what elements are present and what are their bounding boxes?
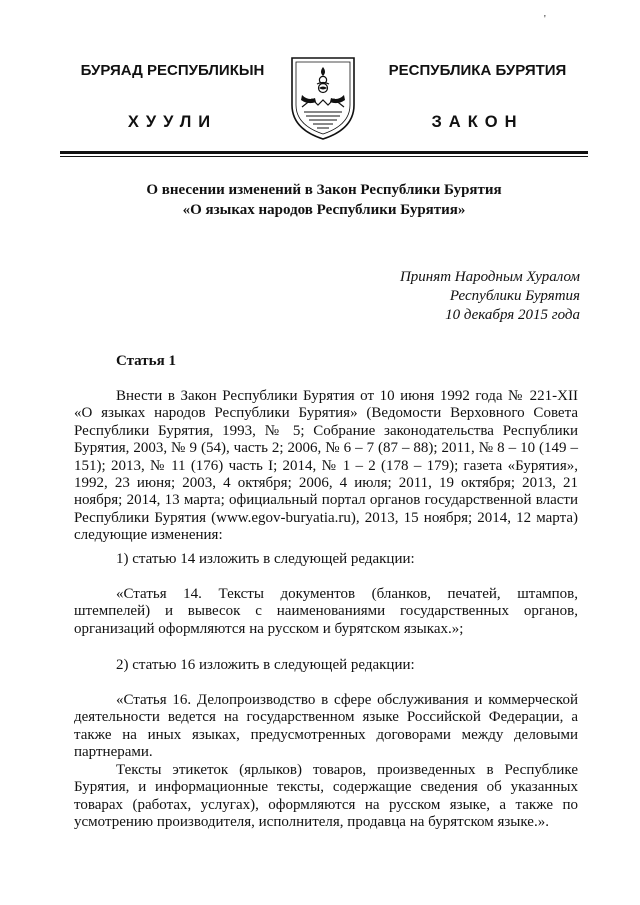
header-left-name: БУРЯАД РЕСПУБЛИКЫН: [80, 62, 265, 79]
law-title-line-1: О внесении изменений в Закон Республики Бурятия: [146, 182, 502, 198]
law-title: [60, 180, 588, 220]
header-rule-thin: [60, 156, 588, 157]
article-heading: Статья 1: [116, 353, 176, 369]
body-paragraph-amendments: Внести в Закон Республики Бурятия от 10 июня 1992 года № 221-XII «О языках народов Республики Бурятия» (Ведомости Верховного Совета Республики Бурятия, 1993, № 5; Собрание законодательства Республики Бурятия, 2003, № 9 (54), часть 2; 2006, № 6 – 7 (87 – 88); 2011, № 8 – 10 (149 – 151); 2013, № 11 (176) часть I; 2014, № 1 – 2 (178 – 179); газета «Бурятия», 1992, 23 июня; 2003, 4 октября; 2006, 4 июля; 2011, 19 октября; 2013, 21 ноября; 2014, 13 марта; официальный портал органов государственной власти Республики Бурятия (www.egov-buryatia.ru), 2013, 15 ноября; 2014, 12 марта) следующие изменения:: [74, 388, 578, 544]
header-right-name: РЕСПУБЛИКА БУРЯТИЯ: [388, 62, 567, 79]
body-paragraph-labels: Тексты этикеток (ярлыков) товаров, произведенных в Республике Бурятия, и информационные тексты, содержащие сведения об указанных товарах (работах, услугах), оформляются на русском языке, а также по усмотрению производителя, исполнителя, продавца на бурятском языке.».: [74, 762, 578, 831]
coat-of-arms-emblem: [288, 55, 358, 141]
body-paragraph-item-2: 2) статью 16 изложить в следующей редакции:: [116, 657, 415, 673]
header-rule-thick: [60, 151, 588, 154]
adoption-date: 10 декабря 2015 года: [445, 307, 580, 323]
corner-mark: ': [544, 14, 546, 25]
body-paragraph-item-1: 1) статью 14 изложить в следующей редакции:: [116, 551, 415, 567]
body-paragraph-article-16: «Статья 16. Делопроизводство в сфере обслуживания и коммерческой деятельности ведется на государственном языке Российской Федерации, а также на иных языках, предусмотренных договорами между деловыми партнерами.: [74, 692, 578, 761]
header-right-doc-type: ЗАКОН: [431, 113, 524, 131]
adoption-line-1: Принят Народным Хуралом: [399, 269, 580, 285]
adoption-note: [400, 268, 580, 325]
header-left-doc-type: ХУУЛИ: [127, 113, 218, 131]
law-title-line-2: «О языках народов Республики Бурятия»: [182, 202, 466, 218]
adoption-line-2: Республики Бурятия: [449, 288, 580, 304]
body-paragraph-article-14: «Статья 14. Тексты документов (бланков, печатей, штампов, штемпелей) и вывесок с наименованиями государственных органов, организаций оформляются на русском и бурятском языках.»;: [74, 586, 578, 637]
